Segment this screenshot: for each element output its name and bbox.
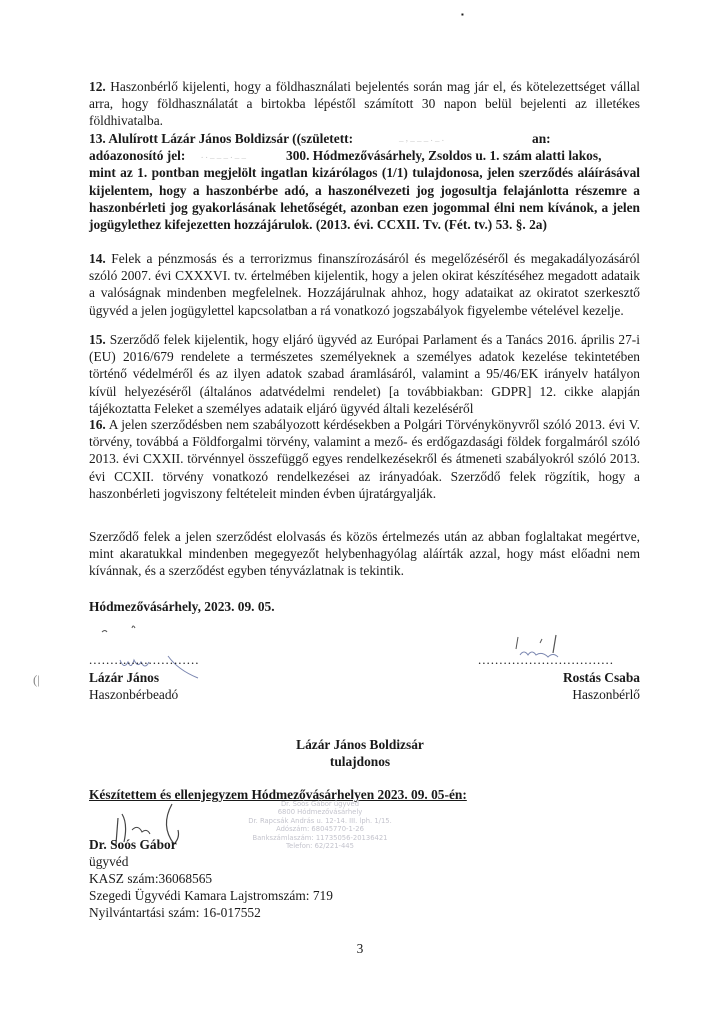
paragraph-13 — [89, 130, 640, 233]
paragraph-number: 12. — [89, 79, 106, 94]
paragraph-text: an: — [532, 131, 551, 146]
signer-left-role: Haszonbérbeadó — [89, 687, 179, 702]
paragraph-text: Felek a pénzmosás és a terrorizmus finanszírozásáról és megelőzéséről és megakadályozásáról szóló 2007. évi CXXXVI. tv. értelmében kijelentik, hogy a jelen okirat készítéséhez megadott adataik a valóságnak mindenben megfelelnek. Hozzájárulnak ahhoz, hogy adataikat az okiratot szerkesztő ügyvéd a jelen jogügylettel kapcsolatban a rá vonatkozó jogszabályok figyelembe vételével kezelje. — [89, 251, 640, 318]
paragraph-number: 15. — [89, 332, 106, 347]
lawyer-registry: Nyilvántartási szám: 16-017552 — [89, 905, 261, 920]
place-date: Hódmezővásárhely, 2023. 09. 05. — [89, 599, 275, 614]
lawyer-stamp: Dr. Soós Gábor ügyvéd 6800 Hódmezővásárhely Dr. Rapcsák András u. 12-14. III. lph. 1/15. Adószám: 68045770-1-26 Bankszámlaszám: 11735056-20136421 Telefon: 62/221-445 — [248, 800, 392, 851]
paragraph-number: 13. — [89, 131, 106, 146]
paragraph-text: Haszonbérlő kijelenti, hogy a földhasználati bejelentés során mag jár el, és kötelezettséget vállal arra, hogy földhasználatát a birtokba lépéstől számított 30 napon belül bejelenti az illetékes földhivatalba. — [89, 79, 640, 129]
paragraph-text: A jelen szerződésben nem szabályozott kérdésekben a Polgári Törvénykönyvről szóló 2013. évi V. törvény, továbbá a Földforgalmi törvény, valamint a mező- és erdőgazdasági földek forgalmáról szóló 2013. évi CXXII. törvénnyel összefüggő egyes rendelkezésekről és átmeneti szabályokról szóló 2013. évi CCXII. törvény vonatkozó rendelkezései az irányadóak. Szerződő felek rögzítik, hogy a haszonbérleti jogviszony feltételeit minden évben újratárgyalják. — [89, 417, 640, 501]
paragraph-number: 14. — [89, 251, 106, 266]
signature-line-left: .......................... — [89, 652, 200, 667]
redacted-birth-data: _ , _ _ _ . _ . — [399, 133, 444, 143]
paragraph-13-line-2 — [89, 147, 640, 164]
paragraph-15 — [89, 331, 640, 417]
paragraph-number: 16. — [89, 417, 106, 432]
speck-mark: ▪ — [461, 10, 464, 19]
signer-left-name: Lázár János — [89, 670, 160, 685]
paragraph-13-line-1 — [89, 130, 640, 147]
binding-hole: (| — [33, 672, 40, 687]
signer-right-name: Rostás Csaba — [562, 670, 640, 685]
owner-name: Lázár János Boldizsár — [296, 737, 424, 752]
paragraph-14 — [89, 250, 640, 319]
signature-line-right: ................................ — [478, 652, 614, 667]
paragraph-text: mint az 1. pontban megjelölt ingatlan kizárólagos (1/1) tulajdonosa, jelen szerződés aláírásával kijelentem, hogy a haszonbérbe adó, a haszonélvezeti jog jogosultja felajánlotta részemre a haszonbérleti jog gyakorlásának lehetőségét, azonban ezen jogommal élni nem kívánok, a jelen jogügylethez kifejezetten hozzájárulok. (2013. évi. CCXII. Tv. (Fét. tv.) 53. §. 2a) — [89, 165, 640, 232]
redacted-tax-id: . . _ _ _ . _ _ — [201, 150, 246, 161]
paragraph-text: Alulírott Lázár János Boldizsár ((született: — [105, 131, 354, 146]
countersign-heading: Készítettem és ellenjegyzem Hódmezővásárhelyen 2023. 09. 05-én: — [89, 787, 467, 802]
lawyer-chamber: Szegedi Ügyvédi Kamara Lajstromszám: 719 — [89, 888, 333, 903]
lawyer-name: Dr. Soós Gábor — [89, 837, 177, 852]
tax-id-label: adóazonosító jel: — [89, 148, 186, 164]
paragraph-text: Szerződő felek kijelentik, hogy eljáró ügyvéd az Európai Parlament és a Tanács 2016. április 27-i (EU) 2016/679 rendelete a természetes személyeknek a személyes adatok kezelése tekintetében történő védelméről és az ilyen adatok szabad áramlásáról, valamint a 95/46/EK irányelv hatályon kívül helyezéséről (általános adatvédelmi rendelet) [a továbbiakban: GDPR] 12. cikke alapján tájékoztatta Feleket a személyes adataik eljáró ügyvéd általi kezeléséről — [89, 332, 640, 416]
page-number: 3 — [356, 941, 364, 956]
lawyer-title: ügyvéd — [89, 854, 129, 869]
paragraph-12 — [89, 78, 640, 130]
lawyer-kasz: KASZ szám:36068565 — [89, 871, 213, 886]
owner-role: tulajdonos — [329, 754, 391, 769]
address-text: 300. Hódmezővásárhely, Zsoldos u. 1. szám alatti lakos, — [286, 148, 602, 164]
paragraph-16 — [89, 416, 640, 502]
signer-right-role: Haszonbérlő — [572, 687, 640, 702]
closing-paragraph: Szerződő felek a jelen szerződést elolvasás és közös értelmezés után az abban foglaltakat megértve, mint akaratukkal mindenben megegyezőt helybenhagyólag aláírták azzal, hogy mást előadni nem kívánnak, és a szerződést egyben tényvázlatnak is tekintik. — [89, 529, 640, 579]
